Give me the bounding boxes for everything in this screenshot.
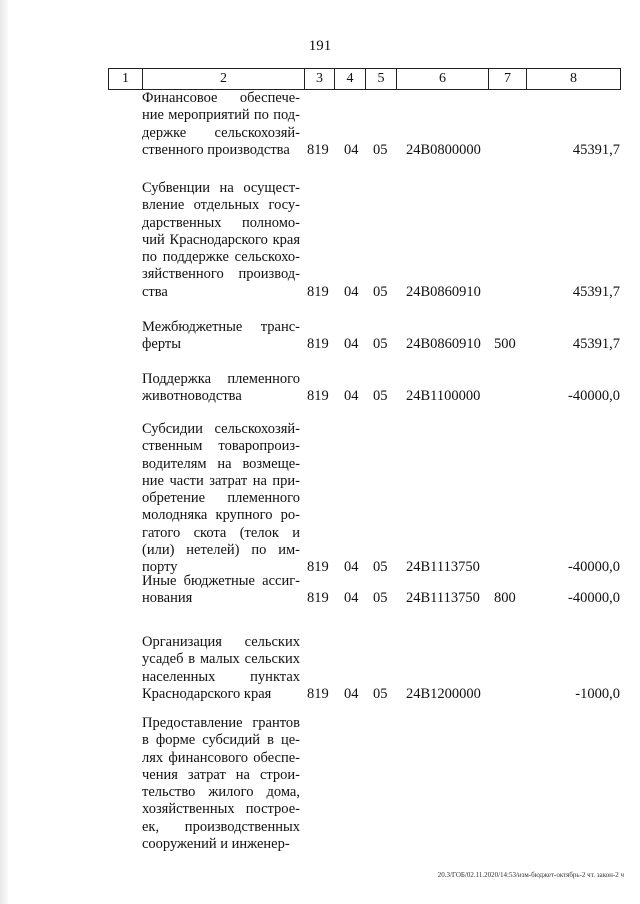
description-line: Организация сельских [142, 634, 300, 650]
description-line: нования [142, 590, 193, 607]
description-line: зяйственного производ- [142, 266, 300, 283]
description-line: вление отдельных госу- [142, 197, 300, 214]
description-line: населенных пунктах [142, 668, 300, 685]
row-target-code: 24В1113750 [406, 559, 480, 576]
description-line: ственного производства [142, 141, 290, 158]
description-line: Краснодарского края [142, 685, 272, 702]
description-line: ственным товаропроиз- [142, 438, 300, 455]
header-col-6: 6 [397, 69, 489, 89]
row-section: 04 [344, 283, 359, 300]
description-line: Поддержка племенного [142, 371, 300, 387]
row-admin-code: 819 [307, 685, 329, 702]
description-line: Субвенции на осущест- [142, 180, 300, 196]
header-col-5: 5 [366, 69, 397, 89]
row-admin-code: 819 [307, 590, 329, 607]
row-admin-code: 819 [307, 336, 329, 353]
description-line: Иные бюджетные ассиг- [142, 573, 300, 589]
description-line: молодняка крупного ро- [142, 507, 300, 524]
row-amount: 45391,7 [572, 336, 620, 353]
description-line: ферты [142, 336, 181, 353]
description-line: водителям на возмеще- [142, 455, 300, 472]
row-target-code: 24В1100000 [406, 388, 481, 405]
row-amount: -40000,0 [568, 388, 620, 405]
description-line: обретение племенного [142, 490, 300, 507]
description-line: в форме субсидий в це- [142, 732, 300, 749]
row-subsection: 05 [373, 336, 388, 353]
row-admin-code: 819 [307, 141, 329, 158]
description-line: Субсидии сельскохозяй- [142, 421, 300, 437]
row-section: 04 [344, 590, 359, 607]
scan-edge [0, 0, 8, 904]
row-section: 04 [344, 685, 359, 702]
description-line: по поддержке сельскохо- [142, 249, 300, 266]
description-line: дарственных полномо- [142, 214, 300, 231]
description-line: ства [142, 283, 168, 300]
row-admin-code: 819 [307, 388, 329, 405]
row-subsection: 05 [373, 685, 388, 702]
table-header [108, 68, 621, 90]
row-section: 04 [344, 141, 359, 158]
row-description [142, 371, 300, 406]
description-line: держке сельскохозяй- [142, 124, 300, 141]
description-line: сооружений и инженер- [142, 836, 290, 853]
description-line: Межбюджетные транс- [142, 319, 300, 335]
row-section: 04 [344, 559, 359, 576]
description-line: (или) нетелей) по им- [142, 542, 300, 559]
header-col-1: 1 [109, 69, 143, 89]
row-subsection: 05 [373, 388, 388, 405]
description-line: Предоставление грантов [142, 715, 300, 731]
row-description [142, 421, 300, 577]
row-subsection: 05 [373, 590, 388, 607]
description-line: гатого скота (телок и [142, 524, 300, 541]
row-description [142, 573, 300, 608]
description-line: тельство жилого дома, [142, 784, 300, 801]
description-line: ние мероприятий по под- [142, 107, 300, 124]
description-line: порту [142, 559, 178, 576]
row-amount: -40000,0 [568, 559, 620, 576]
description-line: Финансовое обеспече- [142, 90, 300, 106]
row-amount: -1000,0 [575, 685, 620, 702]
description-line: усадеб в малых сельских [142, 651, 300, 668]
row-subsection: 05 [373, 141, 388, 158]
row-target-code: 24В0860910 [406, 283, 481, 300]
row-amount: 45391,7 [572, 283, 620, 300]
row-target-code: 24В0800000 [406, 141, 481, 158]
description-line: хозяйственных построе- [142, 801, 300, 818]
row-amount: 45391,7 [572, 141, 620, 158]
row-target-code: 24В1113750 [406, 590, 480, 607]
description-line: животноводства [142, 388, 242, 405]
description-line: чения затрат на строи- [142, 766, 300, 783]
header-col-3: 3 [305, 69, 335, 89]
footer-stamp: 20.3/ГОБ/02.11.2020/14:53/изм-бюджет-октябрь-2 чт. закон-2 ч [437, 871, 624, 879]
row-target-code: 24В0860910 [406, 336, 481, 353]
description-line: ек, производственных [142, 818, 300, 835]
row-expense-type: 800 [494, 590, 516, 607]
description-line: ние части затрат на при- [142, 472, 300, 489]
page-number: 191 [308, 38, 332, 54]
header-col-4: 4 [335, 69, 366, 89]
row-subsection: 05 [373, 559, 388, 576]
row-description [142, 319, 300, 354]
description-line: чий Краснодарского края [142, 231, 300, 248]
row-description [142, 90, 300, 159]
row-description [142, 180, 300, 301]
row-section: 04 [344, 336, 359, 353]
header-col-7: 7 [489, 69, 527, 89]
header-col-8: 8 [527, 69, 621, 89]
row-admin-code: 819 [307, 283, 329, 300]
row-description [142, 715, 300, 853]
description-line: лях финансового обеспе- [142, 749, 300, 766]
row-admin-code: 819 [307, 559, 329, 576]
row-section: 04 [344, 388, 359, 405]
row-target-code: 24В1200000 [406, 685, 481, 702]
header-col-2: 2 [143, 69, 305, 89]
row-subsection: 05 [373, 283, 388, 300]
row-description [142, 634, 300, 703]
row-expense-type: 500 [494, 336, 516, 353]
row-amount: -40000,0 [568, 590, 620, 607]
